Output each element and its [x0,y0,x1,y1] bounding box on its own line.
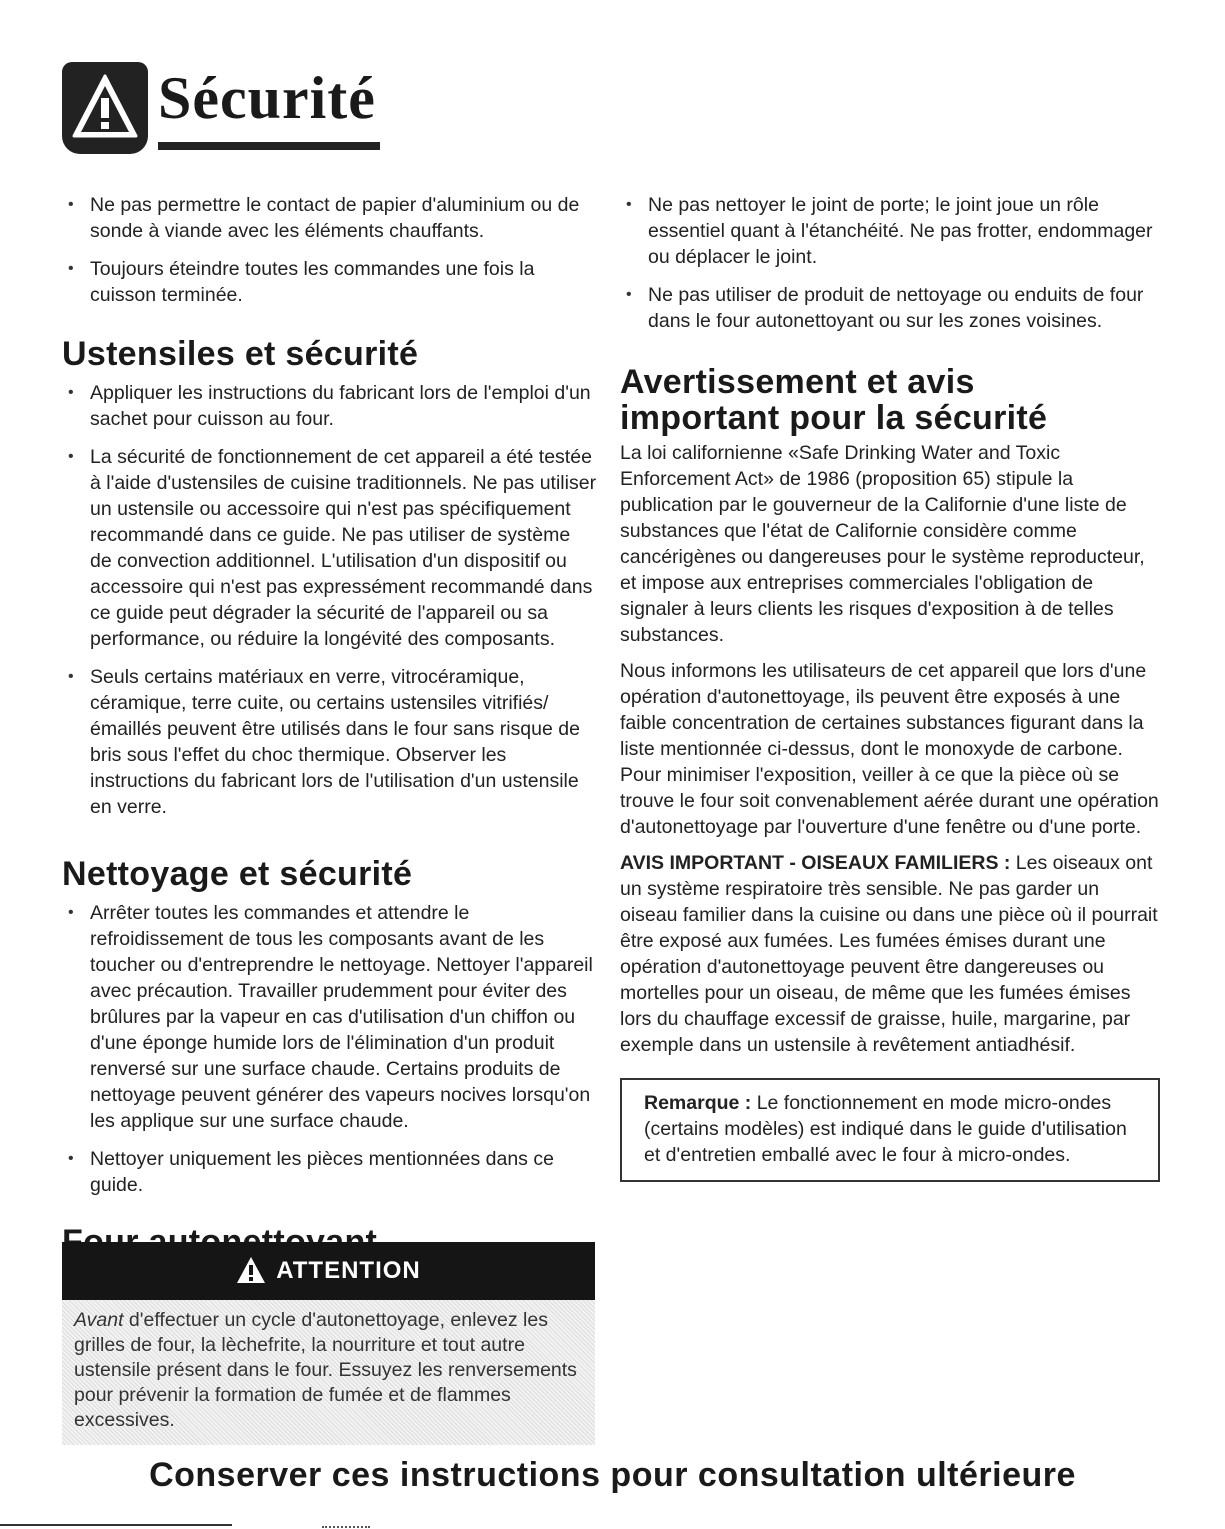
ustensiles-list [62,380,597,820]
section-title-avertissement [620,364,1160,436]
section-title-ustensiles: Ustensiles et sécurité [62,335,419,373]
attention-lead: Avant [74,1309,124,1331]
exposure-paragraph: Nous informons les utilisateurs de cet appareil que lors d'une opération d'autonettoyage, ils peuvent être exposés à une faible concentration de certaines substances figurant dans la liste mentionnée ci-dessus, dont le monoxyde de carbone. Pour minimiser l'exposition, veiller à ce que la pièce où se trouve le four soit convenablement aérée durant une opération d'autonettoyage par l'ouverture d'une fenêtre ou d'une porte. [620,660,1159,838]
section-title-nettoyage: Nettoyage et sécurité [62,855,413,893]
left-column [62,192,597,1260]
list-item: • Ne pas permettre le contact de papier d'aluminium ou de sonde à viande avec les éléments chauffants. [62,192,597,244]
list-item: • Toujours éteindre toutes les commandes une fois la cuisson terminée. [62,256,597,308]
list-item: • Ne pas utiliser de produit de nettoyage ou enduits de four dans le four autonettoyant ou sur les zones voisines. [620,282,1160,334]
prop65-paragraph: La loi californienne «Safe Drinking Water and Toxic Enforcement Act» de 1986 (proposition 65) stipule la publication par le gouverneur de la Californie d'une liste de substances que l'état de Californie considère comme cancérigènes ou dangereuses pour le système reproducteur, et impose aux entreprises commerciales l'obligation de signaler à leurs clients les risques d'exposition à de telles substances. [620,442,1145,646]
page-header [62,58,462,158]
list-item: • Seuls certains matériaux en verre, vitrocéramique, céramique, terre cuite, ou certains ustensiles vitrifiés/émaillés peuvent être utilisés dans le four sans risque de bris sous l'effet du choc thermique. Observer les instructions du fabricant lors de l'utilisation d'un ustensile en verre. [62,664,597,820]
note-label: Remarque : [644,1092,752,1114]
list-item: • Arrêter toutes les commandes et attendre le refroidissement de tous les composants avant de les toucher ou d'entreprendre le nettoyage. Nettoyer l'appareil avec précaution. Travailler prudemment pour éviter des brûlures par la vapeur en cas d'utilisation d'un chiffon ou d'une éponge humide lors de l'élimination d'un produit renversé sur une surface chaude. Certains produits de nettoyage peuvent générer des vapeurs nocives lorsqu'on les applique sur une surface chaude. [62,900,597,1134]
footer-rule [0,1524,232,1526]
nettoyage-list [62,900,597,1198]
birds-label: AVIS IMPORTANT - OISEAUX FAMILIERS : [620,852,1011,874]
avertissement-title-line1: Avertissement et avis [620,363,975,401]
note-box [620,1078,1160,1182]
attention-header [62,1242,595,1300]
attention-box [62,1242,595,1445]
intro-list-left [62,192,597,308]
warning-triangle-icon [236,1256,266,1284]
note-text: Le fonctionnement en mode micro-ondes (certains modèles) est indiqué dans le guide d'utilisation et d'entretien emballé avec le four à micro-ondes. [644,1092,1127,1166]
birds-paragraph [620,850,1160,1058]
birds-text: Les oiseaux ont un système respiratoire très sensible. Ne pas garder un oiseau familier dans la cuisine ou dans une pièce où il pourrait être exposé aux fumées. Les fumées émises durant une opération d'autonettoyage peuvent être dangereuses ou mortelles pour un oiseau, de même que les fumées émises lors du chauffage excessif de graisse, huile, margarine, par exemple dans un ustensile à revêtement antiadhésif. [620,852,1158,1056]
list-item: • Ne pas nettoyer le joint de porte; le joint joue un rôle essentiel quant à l'étanchéité. Ne pas frotter, endommager ou déplacer le joint. [620,192,1160,270]
footer-dotted-rule [322,1526,370,1528]
attention-body: d'effectuer un cycle d'autonettoyage, enlevez les grilles de four, la lèchefrite, la nourriture et tout autre ustensile présent dans le four. Essuyez les renversements pour prévenir la formation de fumée et de flammes excessives. [74,1309,577,1431]
list-item: • Nettoyer uniquement les pièces mentionnées dans ce guide. [62,1146,597,1198]
page-title: Sécurité [158,65,376,131]
avertissement-title-line2: important pour la sécurité [620,399,1048,437]
title-underline [158,142,380,150]
right-column [620,192,1160,1182]
list-item: • La sécurité de fonctionnement de cet appareil a été testée à l'aide d'ustensiles de cuisine traditionnels. Ne pas utiliser un ustensile ou accessoire qui n'est pas spécifiquement recommandé dans ce guide. Ne pas utiliser de système de convection additionnel. L'utilisation d'un dispositif ou accessoire qui n'est pas expressément recommandé dans ce guide peut dégrader la sécurité de l'appareil ou sa performance, ou réduire la longévité des composants. [62,444,597,652]
attention-label: ATTENTION [276,1257,421,1284]
attention-text [62,1300,595,1433]
list-item: • Appliquer les instructions du fabricant lors de l'emploi d'un sachet pour cuisson au four. [62,380,597,432]
footer-title: Conserver ces instructions pour consultation ultérieure [149,1456,1076,1494]
intro-list-right [620,192,1160,334]
warning-icon [62,62,148,154]
